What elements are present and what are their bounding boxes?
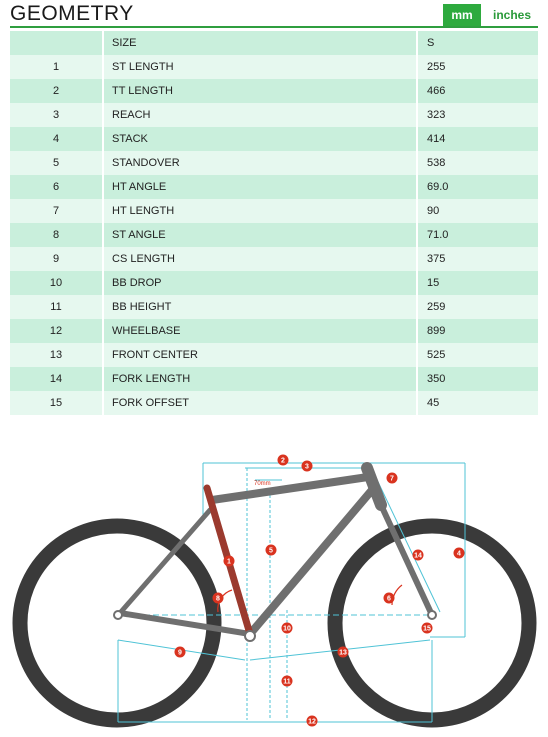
row-measurement-name: STACK <box>112 133 148 145</box>
row-measurement-name: BB HEIGHT <box>112 301 172 313</box>
row-measurement-value: 350 <box>427 373 446 385</box>
row-measurement-value: 899 <box>427 325 446 337</box>
dimension-marker-label: 4 <box>457 550 461 558</box>
row-index: 5 <box>52 157 60 169</box>
unit-mm-button[interactable]: mm <box>443 4 481 26</box>
row-index: 1 <box>52 61 60 73</box>
table-row <box>10 271 538 295</box>
dimension-marker <box>175 647 186 658</box>
row-measurement-name: ST LENGTH <box>112 61 174 73</box>
row-index: 13 <box>49 349 63 361</box>
dimension-marker <box>413 550 424 561</box>
table-row <box>10 367 538 391</box>
row-measurement-name: FORK OFFSET <box>112 397 189 409</box>
row-measurement-value: 90 <box>427 205 440 217</box>
row-measurement-value: 45 <box>427 397 440 409</box>
row-measurement-name: FORK LENGTH <box>112 373 191 385</box>
table-row <box>10 343 538 367</box>
dimension-marker-label: 13 <box>339 649 347 657</box>
dimension-marker-label: 3 <box>305 463 309 471</box>
row-measurement-value: 525 <box>427 349 446 361</box>
row-index: 3 <box>52 109 60 121</box>
dimension-marker <box>384 593 395 604</box>
row-measurement-name: BB DROP <box>112 277 162 289</box>
dimension-marker <box>454 548 465 559</box>
row-index: 4 <box>52 133 60 145</box>
row-index: 11 <box>50 301 62 313</box>
column-header-index <box>10 31 102 55</box>
dimension-marker <box>278 455 289 466</box>
dimension-marker <box>422 623 433 634</box>
row-measurement-value: 259 <box>427 301 446 313</box>
row-measurement-value: 69.0 <box>427 181 449 193</box>
row-measurement-name: STANDOVER <box>112 157 180 169</box>
row-index: 9 <box>52 253 60 265</box>
row-measurement-value: 538 <box>427 157 446 169</box>
dimension-marker <box>387 473 398 484</box>
geometry-table <box>10 31 538 415</box>
row-measurement-name: ST ANGLE <box>112 229 166 241</box>
dimension-marker <box>213 593 224 604</box>
row-measurement-name: HT ANGLE <box>112 181 167 193</box>
dimension-marker-label: 15 <box>423 625 431 633</box>
dimension-marker-label: 11 <box>283 678 291 686</box>
dimension-marker-label: 8 <box>216 595 220 603</box>
column-header-size: SIZE <box>112 37 137 49</box>
row-measurement-name: WHEELBASE <box>112 325 181 337</box>
table-row <box>10 127 538 151</box>
dimension-marker-label: 1 <box>227 558 231 566</box>
bike-geometry-diagram <box>0 440 548 737</box>
row-measurement-value: 255 <box>427 61 446 73</box>
dimension-marker-label: 10 <box>283 625 291 633</box>
table-row <box>10 79 538 103</box>
dimension-marker-label: 14 <box>414 552 422 560</box>
unit-inches-button[interactable]: inches <box>492 8 531 22</box>
row-index: 7 <box>52 205 60 217</box>
row-index: 6 <box>52 181 60 193</box>
table-row <box>10 223 538 247</box>
table-row <box>10 55 538 79</box>
table-row <box>10 199 538 223</box>
row-measurement-value: 323 <box>427 109 446 121</box>
row-measurement-value: 71.0 <box>427 229 449 241</box>
bottom-bracket <box>245 631 255 641</box>
dimension-marker-label: 6 <box>387 595 391 603</box>
dimension-marker <box>266 545 277 556</box>
row-index: 15 <box>49 397 63 409</box>
row-measurement-value: 375 <box>427 253 446 265</box>
row-index: 2 <box>52 85 60 97</box>
row-index: 8 <box>52 229 60 241</box>
row-index: 12 <box>49 325 63 337</box>
table-header-row <box>10 31 538 55</box>
table-row <box>10 175 538 199</box>
table-row <box>10 247 538 271</box>
table-row <box>10 319 538 343</box>
front-axle <box>428 611 436 619</box>
dimension-marker-label: 9 <box>178 649 182 657</box>
row-measurement-name: TT LENGTH <box>112 85 173 97</box>
table-row <box>10 103 538 127</box>
row-index: 14 <box>49 373 63 385</box>
dimension-marker <box>302 461 313 472</box>
dimension-marker <box>338 647 349 658</box>
row-measurement-name: REACH <box>112 109 151 121</box>
row-measurement-value: 15 <box>427 277 440 289</box>
table-row <box>10 391 538 415</box>
row-measurement-name: HT LENGTH <box>112 205 175 217</box>
dimension-marker-label: 2 <box>281 457 285 465</box>
dimension-marker <box>307 716 318 727</box>
dimension-marker-label: 12 <box>308 718 316 726</box>
geometry-header <box>0 0 548 28</box>
table-row <box>10 151 538 175</box>
dimension-marker <box>282 623 293 634</box>
page-title: GEOMETRY <box>10 2 134 25</box>
table-row <box>10 295 538 319</box>
column-header-s: S <box>427 37 435 49</box>
dimension-marker-label: 5 <box>269 547 273 555</box>
header-divider <box>10 26 538 28</box>
row-measurement-value: 466 <box>427 85 446 97</box>
dimension-marker <box>224 556 235 567</box>
row-measurement-value: 414 <box>427 133 446 145</box>
rear-axle <box>114 611 122 619</box>
row-measurement-name: FRONT CENTER <box>112 349 198 361</box>
row-measurement-name: CS LENGTH <box>112 253 175 265</box>
dimension-marker <box>282 676 293 687</box>
standover-note: 70mm <box>254 481 271 487</box>
row-index: 10 <box>49 277 63 289</box>
dimension-marker-label: 7 <box>390 475 394 483</box>
